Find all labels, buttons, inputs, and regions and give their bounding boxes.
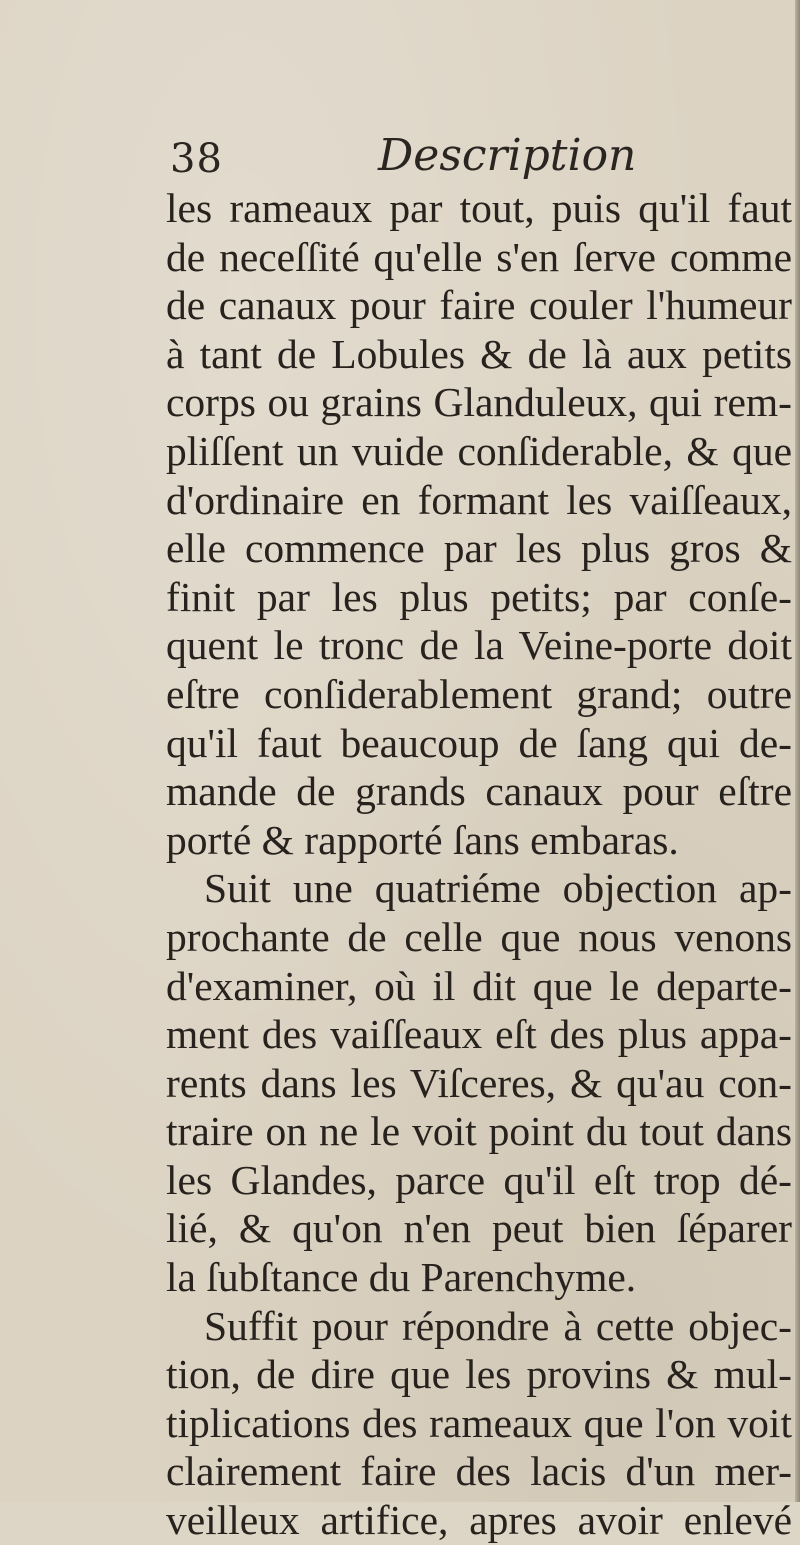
text-line: ment des vaiſſeaux eſt des plus appa- bbox=[166, 1011, 792, 1058]
text-line: veilleux artifice, apres avoir enlevé bbox=[166, 1497, 792, 1544]
text-line: la ſubſtance du Parenchyme. bbox=[166, 1254, 637, 1301]
text-line: lié, & qu'on n'en peut bien ſéparer bbox=[166, 1205, 792, 1252]
text-line: corps ou grains Glanduleux, qui rem- bbox=[166, 379, 792, 426]
body-text bbox=[166, 184, 792, 1545]
text-line: d'examiner, où il dit que le departe- bbox=[166, 962, 792, 1009]
text-line: pliſſent un vuide conſiderable, & que bbox=[166, 427, 792, 474]
page-number: 38 bbox=[170, 136, 223, 182]
running-head: Description bbox=[378, 130, 637, 181]
text-line: de canaux pour faire couler l'humeur bbox=[166, 282, 792, 329]
text-line: porté & rapporté ſans embaras. bbox=[166, 816, 679, 863]
text-line: mande de grands canaux pour eſtre bbox=[166, 768, 792, 815]
page-edge bbox=[795, 0, 800, 1502]
text-line: rents dans les Viſceres, & qu'au con- bbox=[166, 1059, 792, 1106]
page-header bbox=[0, 130, 800, 190]
text-line: qu'il faut beaucoup de ſang qui de- bbox=[166, 719, 792, 766]
text-line: les Glandes, parce qu'il eſt trop dé- bbox=[166, 1156, 792, 1203]
text-line: Suffit pour répondre à cette objec- bbox=[204, 1302, 792, 1349]
text-line: quent le tronc de la Veine-porte doit bbox=[166, 622, 792, 669]
text-line: elle commence par les plus gros & bbox=[166, 525, 792, 572]
text-line: d'ordinaire en formant les vaiſſeaux, bbox=[166, 476, 792, 523]
text-line: traire on ne le voit point du tout dans bbox=[166, 1108, 792, 1155]
text-line: prochante de celle que nous venons bbox=[166, 913, 792, 960]
text-line: de neceſſité qu'elle s'en ſerve comme bbox=[166, 233, 792, 280]
text-line: les rameaux par tout, puis qu'il faut bbox=[166, 185, 792, 231]
text-line: à tant de Lobules & de là aux petits bbox=[166, 330, 792, 377]
text-line: Suit une quatriéme objection ap- bbox=[204, 865, 792, 912]
text-line: tion, de dire que les provins & mul- bbox=[166, 1351, 792, 1398]
text-line: finit par les plus petits; par conſe- bbox=[166, 573, 792, 620]
text-line: eſtre conſiderablement grand; outre bbox=[166, 670, 792, 717]
text-line: tiplications des rameaux que l'on voit bbox=[166, 1399, 792, 1446]
text-line: clairement faire des lacis d'un mer- bbox=[166, 1448, 792, 1495]
